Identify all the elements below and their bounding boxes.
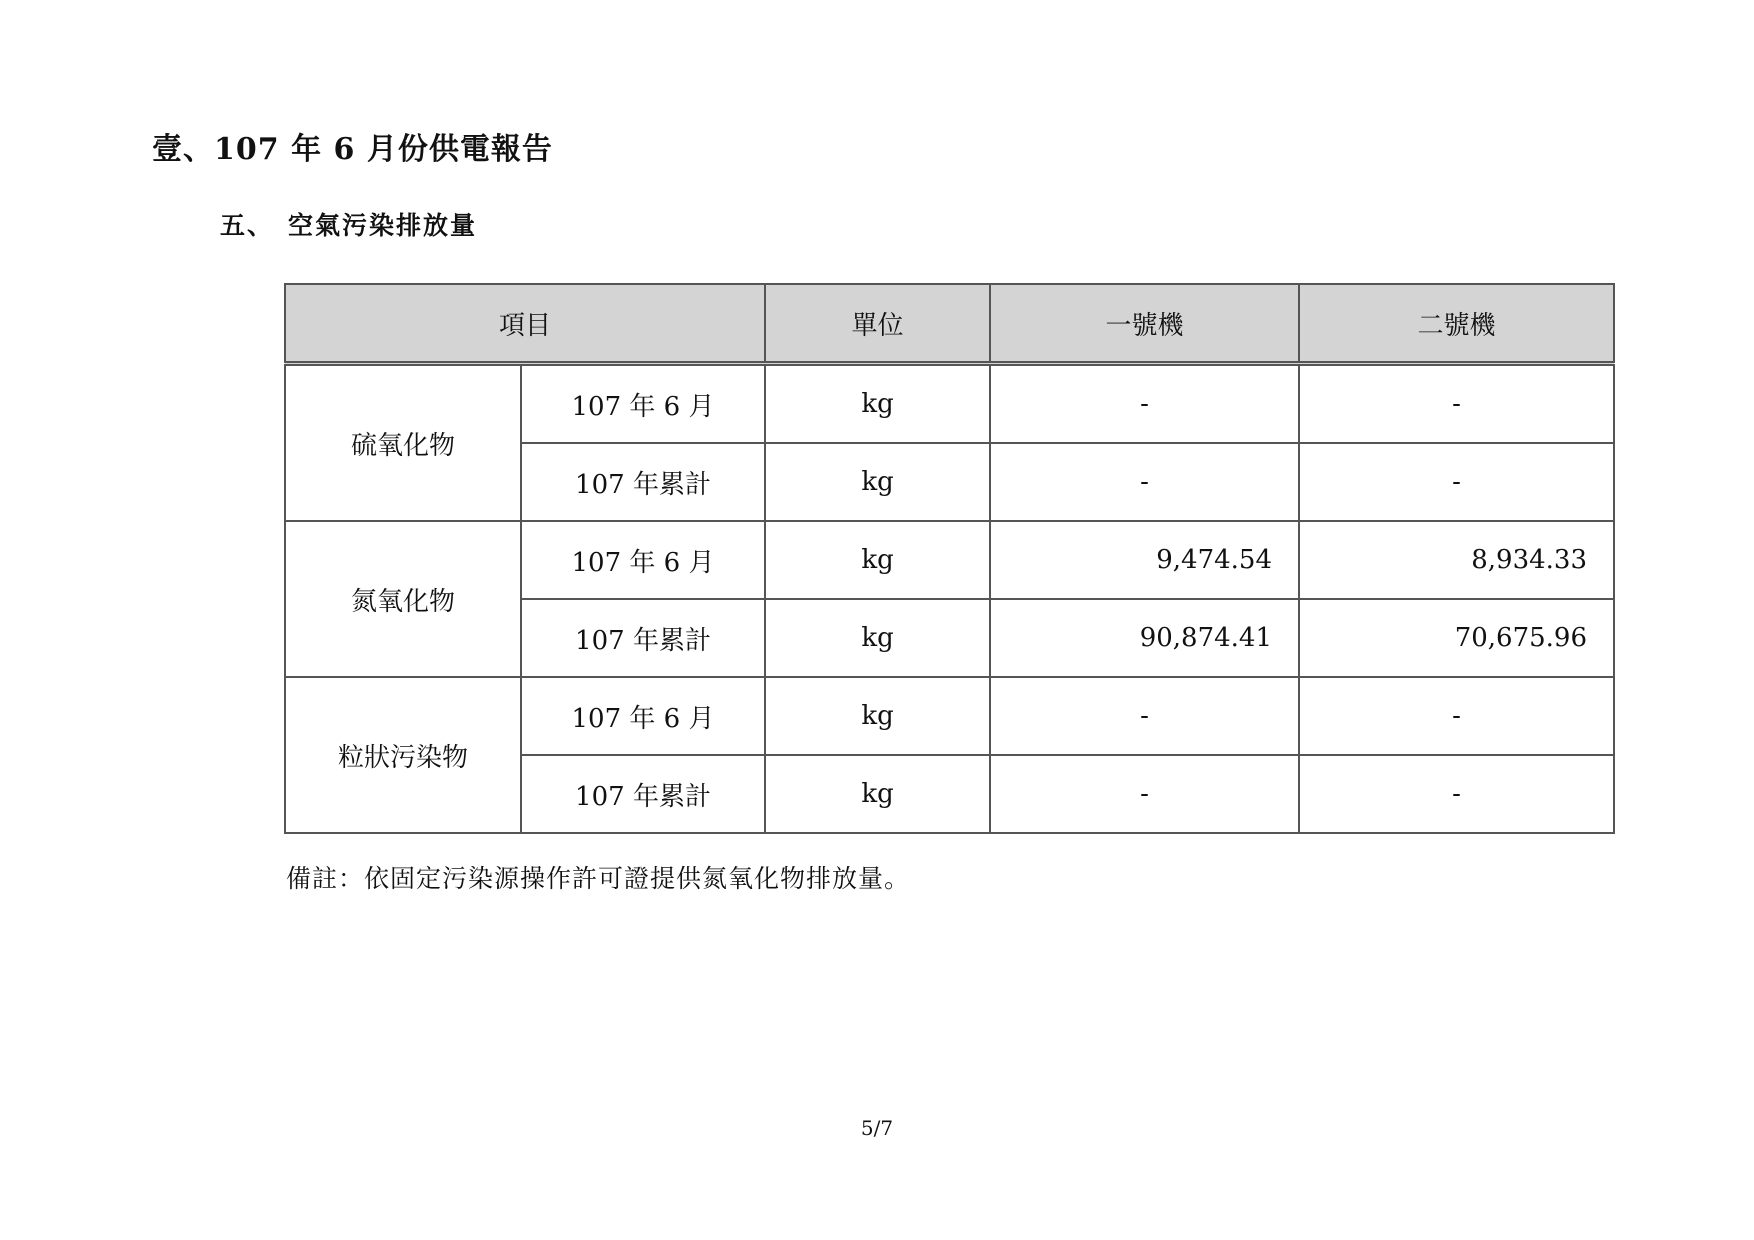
unit2-value: 8,934.33 — [1299, 521, 1614, 599]
unit1-value: - — [990, 755, 1299, 833]
period-cell: 107 年 6 月 — [521, 677, 765, 755]
header-unit-2: 二號機 — [1299, 284, 1614, 364]
page-number: 5/7 — [860, 1116, 894, 1140]
period-cell: 107 年 6 月 — [521, 521, 765, 599]
pollutant-name: 氮氧化物 — [285, 521, 521, 677]
section-number: 五、 — [220, 211, 275, 240]
unit2-value: - — [1299, 755, 1614, 833]
unit-cell: kg — [765, 521, 990, 599]
unit-cell: kg — [765, 755, 990, 833]
unit-cell: kg — [765, 364, 990, 444]
table-row — [285, 677, 1614, 755]
footnote: 備註：依固定污染源操作許可證提供氮氧化物排放量。 — [286, 864, 911, 893]
period-cell: 107 年累計 — [521, 443, 765, 521]
section-title — [220, 208, 477, 244]
unit-cell: kg — [765, 599, 990, 677]
unit2-value: - — [1299, 443, 1614, 521]
table-row — [285, 521, 1614, 599]
unit2-value: - — [1299, 677, 1614, 755]
unit-cell: kg — [765, 443, 990, 521]
section-title-text: 空氣污染排放量 — [288, 211, 478, 240]
unit-cell: kg — [765, 677, 990, 755]
unit2-value: 70,675.96 — [1299, 599, 1614, 677]
pollutant-name: 硫氧化物 — [285, 364, 521, 522]
unit1-value: - — [990, 677, 1299, 755]
unit1-value: - — [990, 443, 1299, 521]
unit1-value: 90,874.41 — [990, 599, 1299, 677]
period-cell: 107 年累計 — [521, 755, 765, 833]
period-cell: 107 年累計 — [521, 599, 765, 677]
table-header-row — [285, 284, 1614, 364]
table-row — [285, 364, 1614, 444]
unit1-value: - — [990, 364, 1299, 444]
pollutant-name: 粒狀污染物 — [285, 677, 521, 833]
unit2-value: - — [1299, 364, 1614, 444]
header-unit: 單位 — [765, 284, 990, 364]
period-cell: 107 年 6 月 — [521, 364, 765, 444]
header-item: 項目 — [285, 284, 765, 364]
unit1-value: 9,474.54 — [990, 521, 1299, 599]
page-heading: 壹、107 年 6 月份供電報告 — [152, 132, 553, 167]
header-unit-1: 一號機 — [990, 284, 1299, 364]
emissions-table — [284, 283, 1615, 834]
